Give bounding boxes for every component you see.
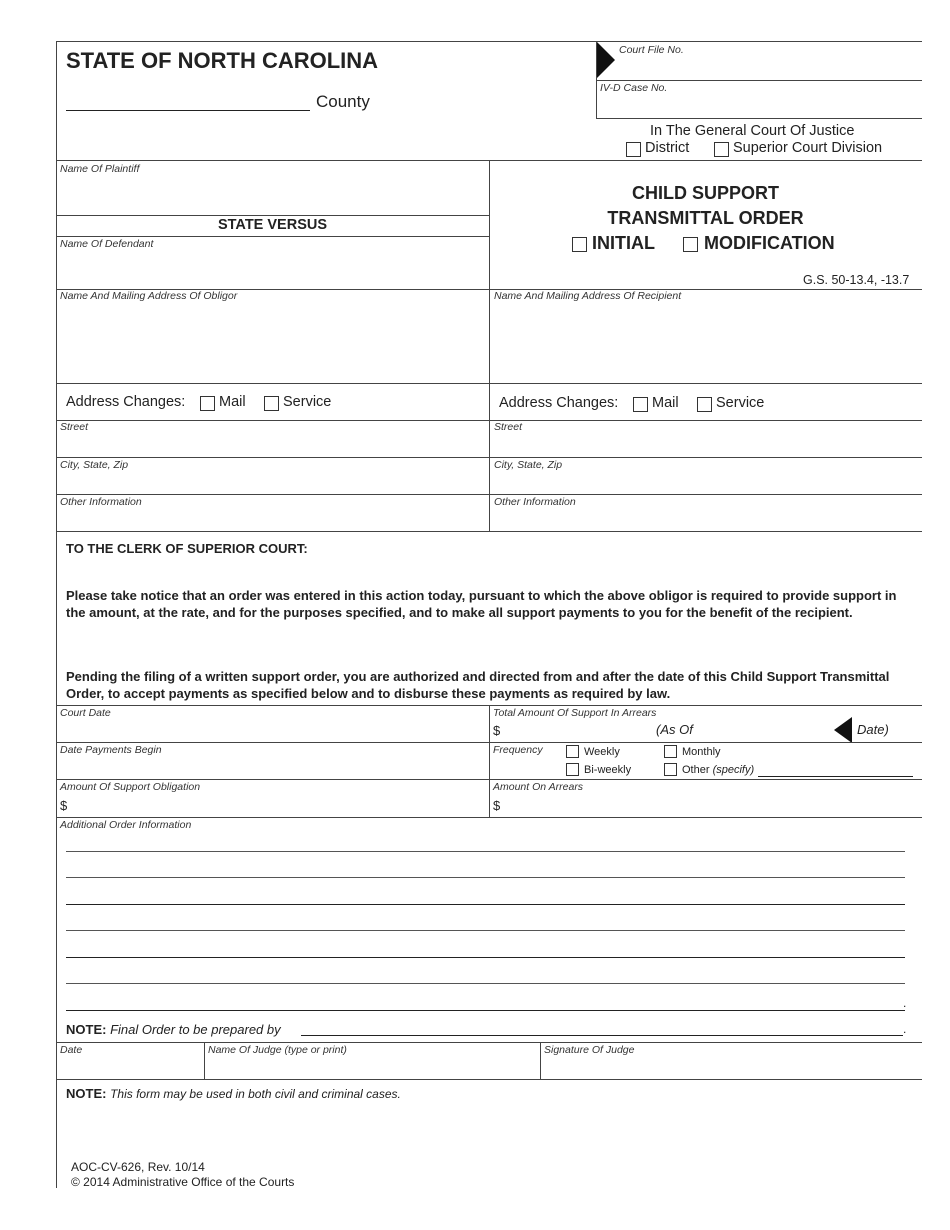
additional-info-line-7[interactable] bbox=[66, 1010, 905, 1011]
initial-checkbox[interactable] bbox=[572, 237, 587, 252]
other-bottom-rule bbox=[56, 531, 922, 532]
modification-checkbox[interactable] bbox=[683, 237, 698, 252]
obligation-dollar-sign: $ bbox=[60, 798, 68, 813]
date-begin-label: Date Payments Begin bbox=[60, 744, 162, 756]
district-label: District bbox=[645, 140, 690, 156]
clerk-heading: TO THE CLERK OF SUPERIOR COURT: bbox=[66, 541, 308, 556]
final-order-note-text: Final Order to be prepared by bbox=[110, 1022, 281, 1037]
plaintiff-label: Name Of Plaintiff bbox=[60, 163, 140, 175]
pointer-right-icon bbox=[597, 42, 615, 78]
address-bottom-rule bbox=[56, 383, 922, 384]
judge-name-label: Name Of Judge (type or print) bbox=[208, 1044, 347, 1056]
footer-note bbox=[66, 1086, 401, 1101]
recipient-mail-label: Mail bbox=[652, 395, 679, 411]
recipient-other-label: Other Information bbox=[494, 496, 576, 508]
payments-row2-rule bbox=[56, 779, 922, 780]
additional-info-line-2[interactable] bbox=[66, 877, 905, 878]
defendant-label: Name Of Defendant bbox=[60, 238, 154, 250]
final-order-field[interactable] bbox=[301, 1035, 903, 1036]
court-file-field[interactable] bbox=[596, 80, 922, 81]
superior-label: Superior Court Division bbox=[733, 140, 883, 156]
footer-note-label: NOTE: bbox=[66, 1086, 107, 1101]
final-order-note bbox=[66, 1022, 281, 1037]
arrears-total-label: Total Amount Of Support In Arrears bbox=[493, 707, 657, 719]
other-frequency-label bbox=[682, 764, 754, 776]
recipient-mail-checkbox[interactable] bbox=[633, 397, 648, 412]
additional-info-line-1[interactable] bbox=[66, 851, 905, 852]
obligor-service-label: Service bbox=[283, 394, 332, 410]
other-frequency-field[interactable] bbox=[758, 776, 913, 777]
signature-date-label: Date bbox=[60, 1044, 83, 1056]
recipient-address-label: Name And Mailing Address Of Recipient bbox=[494, 290, 682, 302]
date-close-label: Date) bbox=[857, 722, 889, 737]
payments-row3-rule bbox=[56, 817, 922, 818]
obligor-address-label: Name And Mailing Address Of Obligor bbox=[60, 290, 238, 302]
ivd-case-field[interactable] bbox=[596, 118, 922, 119]
recipient-city-label: City, State, Zip bbox=[494, 459, 563, 471]
payments-divider bbox=[489, 705, 490, 817]
signature-divider-2 bbox=[540, 1042, 541, 1079]
recipient-street-label: Street bbox=[494, 421, 523, 433]
on-arrears-label: Amount On Arrears bbox=[493, 781, 584, 793]
city-bottom-rule bbox=[56, 494, 922, 495]
footer-note-text: This form may be used in both civil and criminal cases. bbox=[110, 1087, 401, 1101]
obligor-changes-label: Address Changes: bbox=[66, 394, 186, 410]
arrears-dollar-sign: $ bbox=[493, 723, 501, 738]
frequency-label: Frequency bbox=[493, 744, 543, 756]
signature-top-rule bbox=[56, 1042, 922, 1043]
final-order-note-label: NOTE: bbox=[66, 1022, 107, 1037]
other-frequency-checkbox[interactable] bbox=[664, 763, 677, 776]
versus-rule bbox=[56, 236, 489, 237]
county-field[interactable] bbox=[66, 110, 310, 111]
recipient-service-checkbox[interactable] bbox=[697, 397, 712, 412]
versus-label: STATE VERSUS bbox=[217, 217, 328, 233]
payments-row1-rule bbox=[56, 742, 922, 743]
initial-label: INITIAL bbox=[592, 233, 655, 253]
notice-paragraph-1: Please take notice that an order was entered in this action today, pursuant to which the above obligor is required to provide support in the amount, at the rate, and for the purposes specified, and to make all support payments to you for the benefit of the recipient. bbox=[66, 588, 897, 620]
court-file-label: Court File No. bbox=[619, 44, 684, 56]
court-date-label: Court Date bbox=[60, 707, 111, 719]
pointer-left-icon bbox=[834, 717, 852, 743]
additional-info-line-4[interactable] bbox=[66, 930, 905, 931]
notice-paragraph-2: Pending the filing of a written support order, you are authorized and directed from and after the date of this Child Support Transmittal Order, to accept payments as specified below and to disburse these payments as required by law. bbox=[66, 669, 890, 701]
biweekly-checkbox[interactable] bbox=[566, 763, 579, 776]
changes-bottom-rule bbox=[56, 420, 922, 421]
obligor-street-label: Street bbox=[60, 421, 89, 433]
additional-info-line-3[interactable] bbox=[66, 904, 905, 905]
state-title: STATE OF NORTH CAROLINA bbox=[66, 48, 379, 73]
additional-info-line-5[interactable] bbox=[66, 957, 905, 958]
form-title-line2: TRANSMITTAL ORDER bbox=[607, 208, 804, 228]
recipient-service-label: Service bbox=[716, 395, 765, 411]
copyright: © 2014 Administrative Office of the Courts bbox=[71, 1175, 295, 1189]
monthly-checkbox[interactable] bbox=[664, 745, 677, 758]
on-arrears-dollar-sign: $ bbox=[493, 798, 501, 813]
weekly-label: Weekly bbox=[584, 746, 620, 758]
obligor-mail-label: Mail bbox=[219, 394, 246, 410]
form-left-border bbox=[56, 41, 57, 1188]
specify-text: (specify) bbox=[712, 764, 755, 776]
modification-label: MODIFICATION bbox=[704, 233, 835, 253]
signature-bottom-rule bbox=[56, 1079, 922, 1080]
biweekly-label: Bi-weekly bbox=[584, 764, 632, 776]
street-bottom-rule bbox=[56, 457, 922, 458]
line-end-mark-2: . bbox=[903, 1022, 907, 1036]
obligor-mail-checkbox[interactable] bbox=[200, 396, 215, 411]
form-title-line1: CHILD SUPPORT bbox=[631, 183, 779, 203]
plaintiff-field[interactable] bbox=[56, 215, 489, 216]
form-top-border bbox=[56, 41, 922, 42]
signature-divider-1 bbox=[204, 1042, 205, 1079]
judge-signature-label: Signature Of Judge bbox=[544, 1044, 635, 1056]
obligor-city-label: City, State, Zip bbox=[60, 459, 129, 471]
obligation-label: Amount Of Support Obligation bbox=[60, 781, 201, 793]
county-label: County bbox=[316, 92, 370, 111]
court-of-justice: In The General Court Of Justice bbox=[650, 123, 855, 139]
monthly-label: Monthly bbox=[682, 746, 721, 758]
obligor-service-checkbox[interactable] bbox=[264, 396, 279, 411]
statute-reference: G.S. 50-13.4, -13.7 bbox=[803, 273, 910, 287]
additional-info-line-6[interactable] bbox=[66, 983, 905, 984]
line-end-mark-1: . bbox=[903, 996, 907, 1010]
form-id: AOC-CV-626, Rev. 10/14 bbox=[71, 1160, 205, 1174]
district-checkbox[interactable] bbox=[626, 142, 641, 157]
other-text: Other bbox=[682, 764, 710, 776]
as-of-label: (As Of bbox=[656, 722, 693, 737]
ivd-case-label: IV-D Case No. bbox=[600, 82, 668, 94]
recipient-changes-label: Address Changes: bbox=[499, 395, 619, 411]
obligor-other-label: Other Information bbox=[60, 496, 142, 508]
additional-info-label: Additional Order Information bbox=[60, 819, 192, 831]
weekly-checkbox[interactable] bbox=[566, 745, 579, 758]
superior-checkbox[interactable] bbox=[714, 142, 729, 157]
